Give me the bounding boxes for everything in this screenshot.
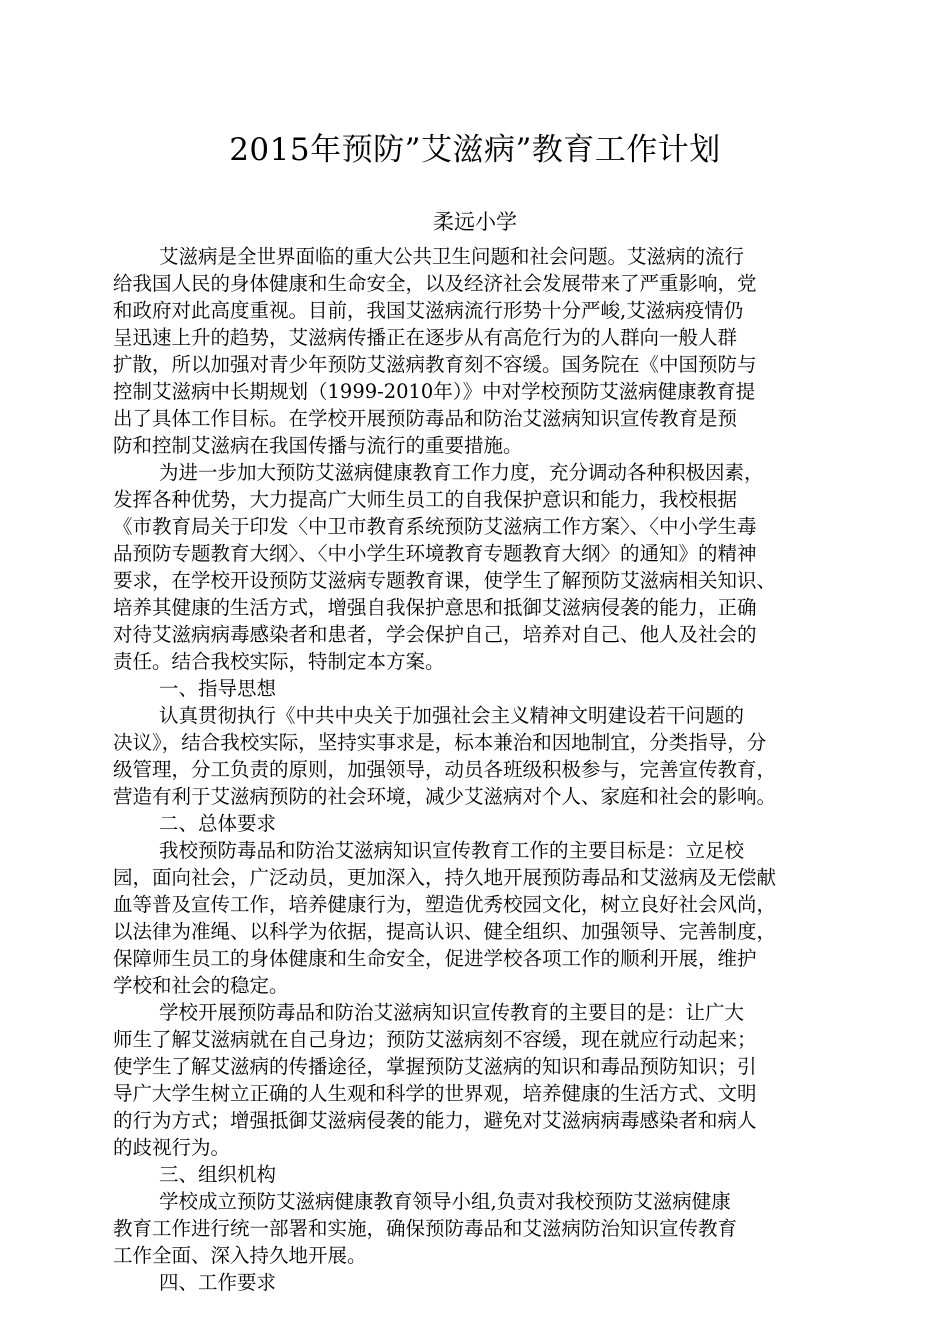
text-line: 一、指导思想	[159, 677, 277, 700]
text-line: 控制艾滋病中长期规划（1999-2010年）》中对学校预防艾滋病健康教育提	[113, 380, 756, 403]
text-line: 导广大学生树立正确的人生观和科学的世界观，培养健康的生活方式、文明	[113, 1082, 757, 1105]
text-line: 艾滋病是全世界面临的重大公共卫生问题和社会问题。艾滋病的流行	[159, 245, 745, 268]
text-line: 血等普及宣传工作，培养健康行为，塑造优秀校园文化，树立良好社会风尚，	[113, 893, 777, 916]
text-line: 对待艾滋病病毒感染者和患者，学会保护自己，培养对自己、他人及社会的	[113, 623, 757, 646]
text-line: 《市教育局关于印发〈中卫市教育系统预防艾滋病工作方案〉、〈中小学生毒	[113, 515, 757, 538]
text-line: 二、总体要求	[159, 812, 277, 835]
text-line: 出了具体工作目标。在学校开展预防毒品和防治艾滋病知识宣传教育是预	[113, 407, 738, 430]
text-line: 教育工作进行统一部署和实施，确保预防毒品和艾滋病防治知识宣传教育	[113, 1217, 738, 1240]
text-line: 防和控制艾滋病在我国传播与流行的重要措施。	[113, 434, 523, 457]
text-line: 学校成立预防艾滋病健康教育领导小组,负责对我校预防艾滋病健康	[159, 1190, 731, 1213]
text-line: 要求，在学校开设预防艾滋病专题教育课，使学生了解预防艾滋病相关知识、	[113, 569, 777, 592]
text-line: 决议》，结合我校实际，坚持实事求是，标本兼治和因地制宜，分类指导，分	[113, 731, 767, 754]
text-line: 责任。结合我校实际，特制定本方案。	[113, 650, 445, 673]
text-line: 学校和社会的稳定。	[113, 974, 289, 997]
text-line: 工作全面、深入持久地开展。	[113, 1244, 367, 1267]
text-line: 扩散，所以加强对青少年预防艾滋病教育刻不容缓。国务院在《中国预防与	[113, 353, 757, 376]
text-line: 我校预防毒品和防治艾滋病知识宣传教育工作的主要目标是：立足校	[159, 839, 745, 862]
document-subtitle: 柔远小学	[433, 210, 517, 234]
text-line: 三、组织机构	[159, 1163, 277, 1186]
text-line: 级管理，分工负责的原则，加强领导，动员各班级积极参与，完善宣传教育，	[113, 758, 777, 781]
text-line: 品预防专题教育大纲〉、〈中小学生环境教育专题教育大纲〉的通知》的精神	[113, 542, 757, 565]
text-line: 四、工作要求	[159, 1271, 277, 1294]
text-line: 和政府对此高度重视。目前，我国艾滋病流行形势十分严峻,艾滋病疫情仍	[113, 299, 744, 322]
text-line: 培养其健康的生活方式，增强自我保护意思和抵御艾滋病侵袭的能力，正确	[113, 596, 757, 619]
text-line: 的行为方式；增强抵御艾滋病侵袭的能力，避免对艾滋病病毒感染者和病人	[113, 1109, 757, 1132]
document-body	[113, 243, 848, 1296]
text-line: 师生了解艾滋病就在自己身边；预防艾滋病刻不容缓，现在就应行动起来；	[113, 1028, 757, 1051]
text-line: 给我国人民的身体健康和生命安全，以及经济社会发展带来了严重影响，党	[113, 272, 757, 295]
text-line: 以法律为准绳、以科学为依据，提高认识、健全组织、加强领导、完善制度，	[113, 920, 777, 943]
text-line: 的歧视行为。	[113, 1136, 231, 1159]
text-line: 为进一步加大预防艾滋病健康教育工作力度，充分调动各种积极因素，	[159, 461, 764, 484]
text-line: 认真贯彻执行《中共中央关于加强社会主义精神文明建设若干问题的	[159, 704, 745, 727]
text-line: 园，面向社会，广泛动员，更加深入，持久地开展预防毒品和艾滋病及无偿献	[113, 866, 777, 889]
text-line: 发挥各种优势，大力提高广大师生员工的自我保护意识和能力，我校根据	[113, 488, 738, 511]
text-line: 营造有利于艾滋病预防的社会环境，减少艾滋病对个人、家庭和社会的影响。	[113, 785, 777, 808]
text-line: 保障师生员工的身体健康和生命安全，促进学校各项工作的顺利开展，维护	[113, 947, 757, 970]
document-title: 2015年预防”艾滋病”教育工作计划	[229, 132, 721, 168]
text-line: 学校开展预防毒品和防治艾滋病知识宣传教育的主要目的是：让广大	[159, 1001, 745, 1024]
text-line: 使学生了解艾滋病的传播途径，掌握预防艾滋病的知识和毒品预防知识；引	[113, 1055, 757, 1078]
text-line: 呈迅速上升的趋势，艾滋病传播正在逐步从有高危行为的人群向一般人群	[113, 326, 738, 349]
